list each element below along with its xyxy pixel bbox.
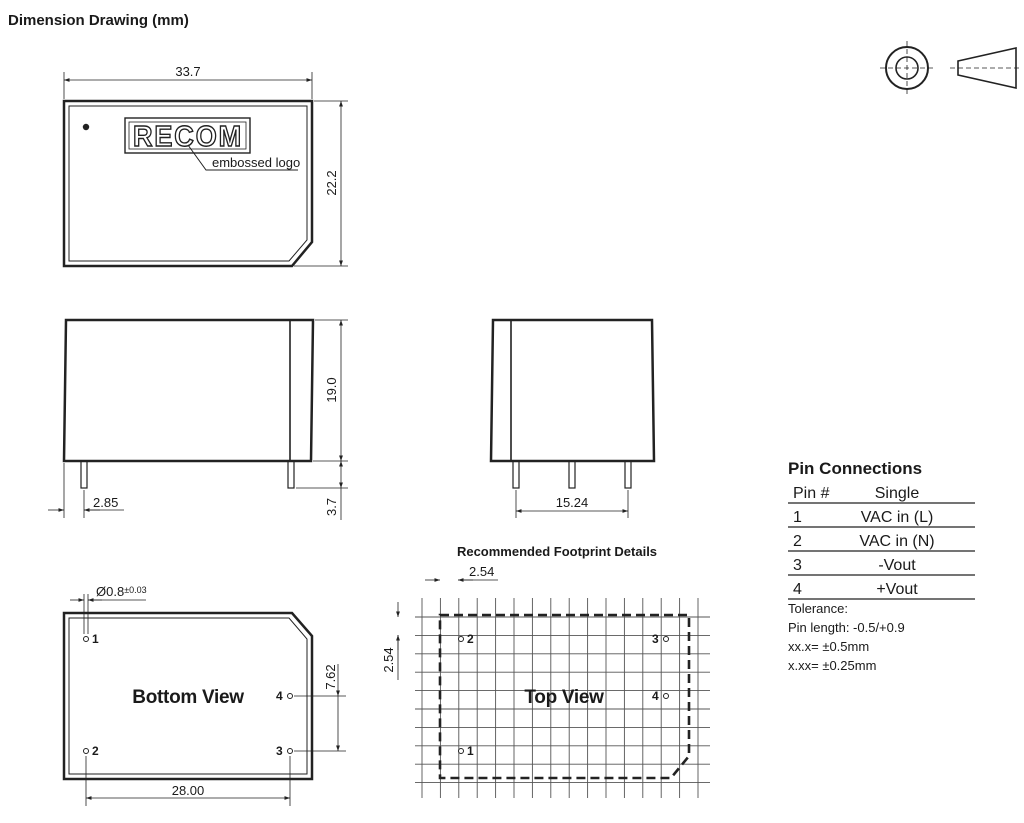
tolerance-line-2: xx.x= ±0.5mm [788,639,870,654]
pin-connections-table [788,485,975,599]
logo-callout: embossed logo [212,155,301,170]
footprint-pin-1: 1 [467,744,474,758]
dim-pin-length-label: 3.7 [324,497,339,517]
pin-table-row-3-func: -Vout [878,557,916,574]
dim-grid-pitch-v-label: 2.54 [381,647,396,673]
pin-table-row-2-pin: 2 [793,533,802,550]
tolerance-title: Tolerance: [788,601,848,616]
footprint-heading: Recommended Footprint Details [456,544,658,559]
bottom-view-label: Bottom View [132,687,244,708]
dim-top-width-label: 33.7 [175,64,201,79]
bottom-pin-2: 2 [92,744,99,758]
dim-bottom-pin-h-label: 28.00 [171,783,205,798]
footprint-pin-3: 3 [652,632,659,646]
footprint-pin-4: 4 [652,689,659,703]
dim-pin-spacing-end-label: 15.24 [555,495,589,510]
recom-logo [125,118,250,153]
pin-connections-title: Pin Connections [788,459,923,478]
dim-pin-offset-label: 2.85 [93,495,119,510]
dim-pin-diameter-label: $Ø0.8^{\pm 0.03}$ [96,584,147,599]
top-view-label: Top View [524,687,604,708]
footprint-pin-2: 2 [467,632,474,646]
tolerance-notes [788,601,905,673]
end-pins [513,461,631,488]
tolerance-line-3: x.xx= ±0.25mm [788,658,877,673]
bottom-pin-3: 3 [276,744,283,758]
pin-table-row-4-func: +Vout [876,581,918,598]
dim-side-height [296,320,348,520]
tolerance-line-1: Pin length: -0.5/+0.9 [788,620,905,635]
dim-bottom-pin-v [294,664,346,751]
dim-bottom-pin-h [86,756,290,806]
pin-table-row-4-pin: 4 [793,581,802,598]
dim-top-height-label: 22.2 [324,170,339,196]
package-end-outline [491,320,654,461]
pin-table-header-single: Single [874,485,920,502]
pin-table-row-1-pin: 1 [793,509,802,526]
pin-table-row-1-func: VAC in (L) [860,509,934,526]
pin-table-row-3-pin: 3 [793,557,802,574]
dim-top-height [294,101,348,266]
pin-table-row-2-func: VAC in (N) [859,533,935,550]
dim-bottom-pin-v-label: 7.62 [323,664,338,690]
projection-symbol-icon [880,41,1022,95]
dim-side-height-label: 19.0 [324,377,339,403]
drawing-title: Dimension Drawing (mm) [8,12,189,29]
bottom-pin-4: 4 [276,689,283,703]
package-side-outline [64,320,313,461]
pin-table-header-pin: Pin # [793,485,830,502]
bottom-pin-1: 1 [92,632,99,646]
dim-grid-pitch-h-label: 2.54 [469,564,495,579]
pin1-marker [83,124,89,130]
svg-text:RECOM: RECOM [133,121,243,153]
side-pins [81,461,294,488]
